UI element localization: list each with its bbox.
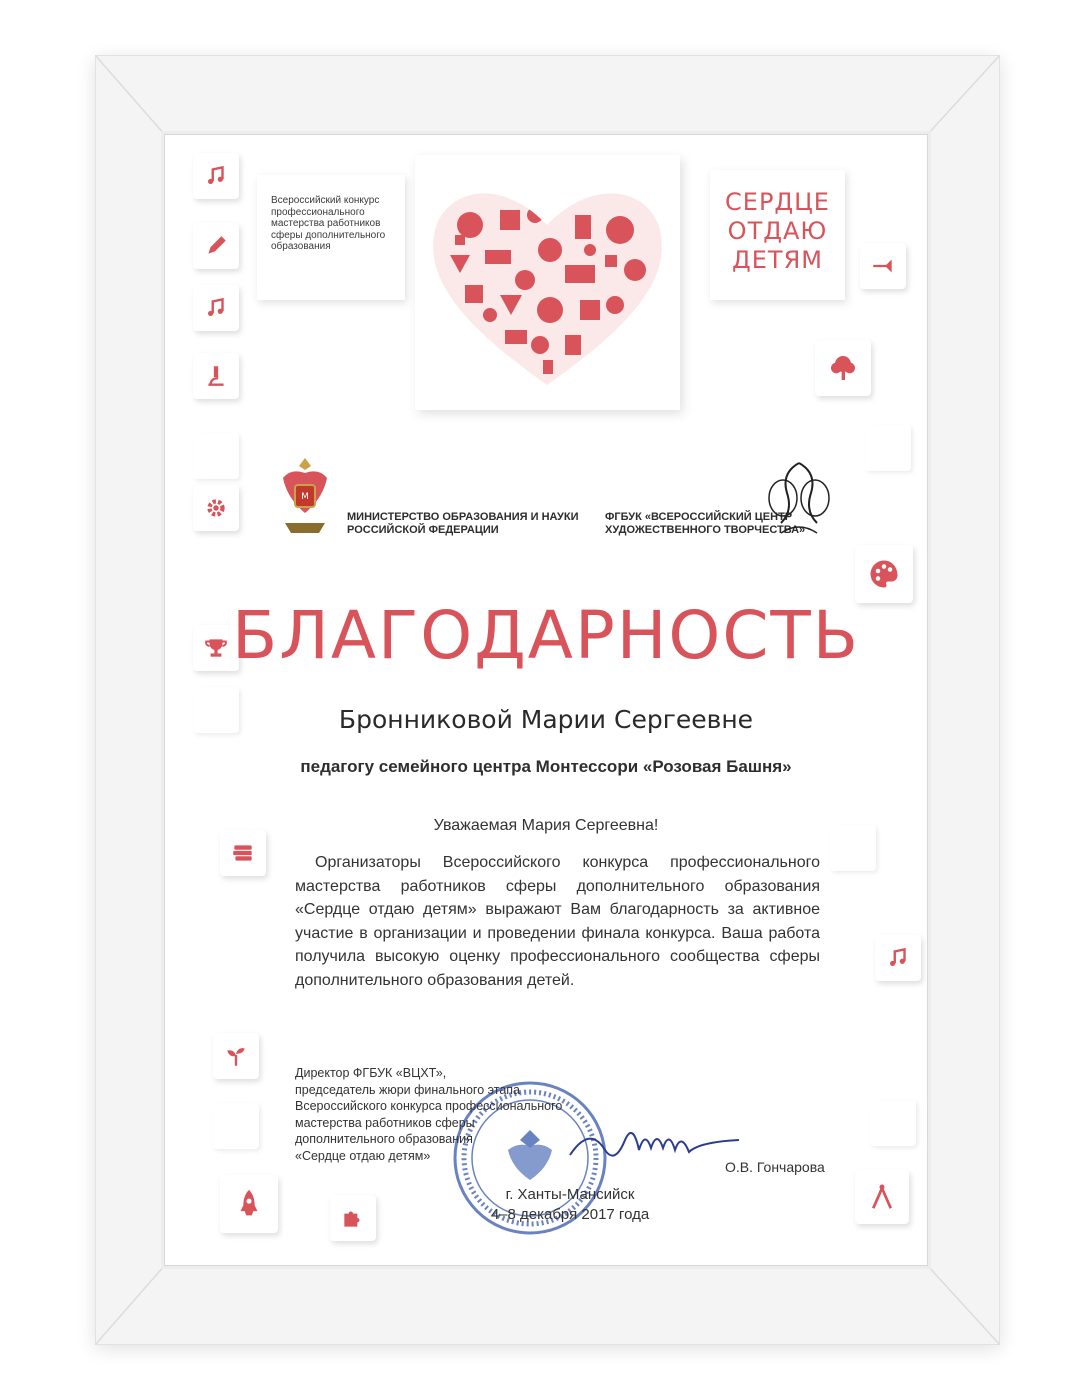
- palette-icon: [855, 545, 913, 603]
- slogan-box: [710, 170, 845, 300]
- puzzle-icon: [330, 1195, 376, 1241]
- microscope-icon: [193, 353, 239, 399]
- contest-description-box: [257, 175, 405, 300]
- ministry-label: [347, 511, 579, 537]
- blank-tile: [213, 1103, 259, 1149]
- contest-description: Всероссийский конкурс профессионального мастерства работников сферы дополнительного образования: [271, 195, 386, 252]
- music-note-icon: [875, 935, 921, 981]
- signatory-line: «Сердце отдаю детям»: [295, 1148, 431, 1163]
- certificate: [165, 135, 927, 1265]
- trumpet-icon: [860, 243, 906, 289]
- dates: 4–8 декабря 2017 года: [490, 1206, 650, 1223]
- center-line: ФГБУК «ВСЕРОССИЙСКИЙ ЦЕНТР: [605, 511, 793, 523]
- signer-name: О.В. Гончарова: [725, 1159, 825, 1175]
- center-line: ХУДОЖЕСТВЕННОГО ТВОРЧЕСТВА»: [605, 524, 806, 536]
- tree-icon: [815, 340, 871, 396]
- recipient-name: Бронниковой Марии Сергеевне: [338, 705, 754, 734]
- sprout-icon: [213, 1033, 259, 1079]
- pencil-icon: [193, 223, 239, 269]
- signatory-line: Всероссийского конкурса профессионального: [295, 1099, 563, 1113]
- signatory-line: мастерства работников сферы: [295, 1115, 475, 1130]
- blank-tile: [870, 1100, 916, 1146]
- signatory-line: председатель жюри финального этапа: [295, 1082, 520, 1097]
- organizations-row: [275, 453, 835, 563]
- gear-icon: [193, 485, 239, 531]
- blank-tile: [865, 425, 911, 471]
- coat-of-arms-icon: [275, 453, 335, 548]
- picture-frame: [95, 55, 1000, 1345]
- signatory-block: [295, 1065, 595, 1164]
- monogram-icon: [763, 453, 835, 548]
- city: г. Ханты-Мансийск: [505, 1186, 635, 1203]
- signatory-line: дополнительного образования: [295, 1132, 473, 1146]
- slogan-line: СЕРДЦЕ: [725, 188, 830, 216]
- heart-collage-icon: [415, 155, 680, 410]
- svg-text:M: M: [301, 492, 309, 502]
- place-and-date: [455, 1185, 685, 1225]
- music-note-icon: [193, 153, 239, 199]
- ministry-line: РОССИЙСКОЙ ФЕДЕРАЦИИ: [347, 524, 499, 536]
- blank-tile: [193, 433, 239, 479]
- greeting: Уважаемая Мария Сергеевна!: [433, 817, 659, 834]
- signatory-line: Директор ФГБУК «ВЦХТ»,: [295, 1066, 447, 1080]
- slogan-line: ДЕТЯМ: [732, 246, 823, 274]
- rocket-icon: [220, 1175, 278, 1233]
- slogan-line: ОТДАЮ: [727, 217, 828, 245]
- compass-icon: [855, 1170, 909, 1224]
- music-note-icon: [193, 285, 239, 331]
- certificate-body: Организаторы Всероссийского конкурса профессионального мастерства работников сферы дополнительного образования «Сердце отдаю детям» выражают Вам благодарность за активное участие в организации и проведении финала конкурса. Ваша работа получила высокую оценку профессионального сообщества сферы дополнительного образования детей.: [295, 854, 820, 989]
- ministry-line: МИНИСТЕРСТВО ОБРАЗОВАНИЯ И НАУКИ: [347, 511, 579, 523]
- books-icon: [220, 830, 266, 876]
- recipient-position: педагогу семейного центра Монтессори «Розовая Башня»: [300, 757, 792, 776]
- heart-logo-box: [415, 155, 680, 410]
- certificate-title: БЛАГОДАРНОСТЬ: [231, 597, 861, 674]
